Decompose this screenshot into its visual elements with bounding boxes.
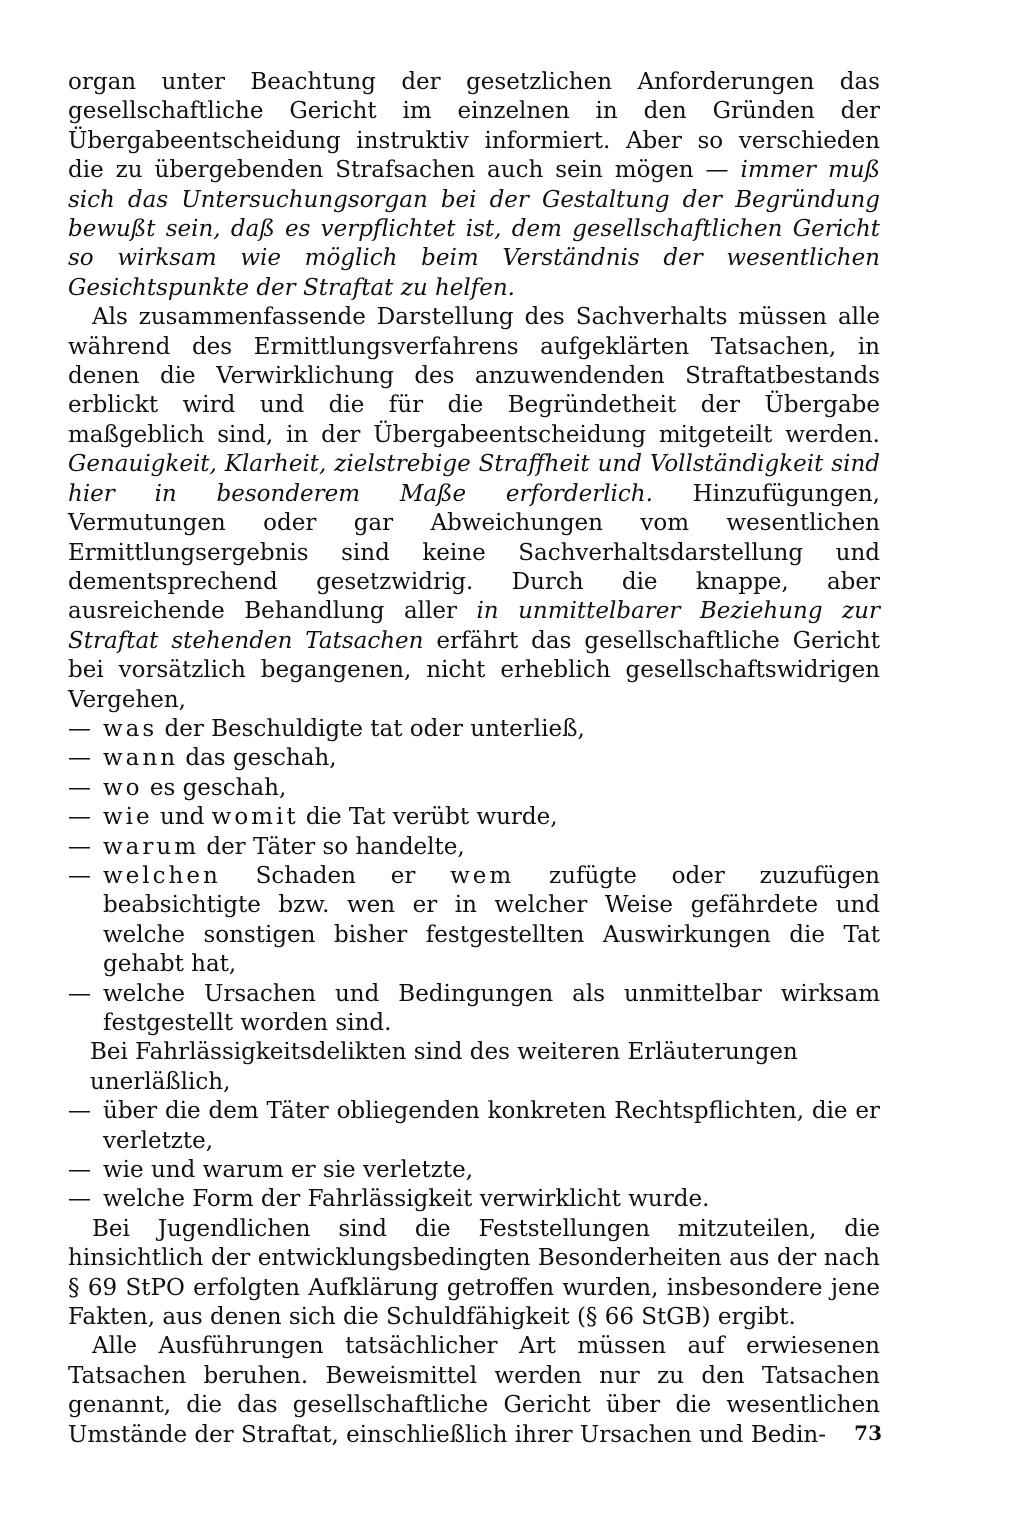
list-item-text: der Beschuldigte tat oder unterließ, xyxy=(157,715,585,742)
list-item xyxy=(68,1156,880,1185)
paragraph-text: Als zusammenfassende Darstellung des Sachverhalts müssen alle während des Ermittlungsverfahrens aufgeklärten Tatsachen, in denen die Verwirklichung des anzuwendenden Straftatbestands erblickt wird und die für die Begründetheit der Übergabe maßgeblich sind, in der Übergabeentscheidung mitgeteilt werden. xyxy=(68,304,880,448)
paragraph: Bei Fahrlässigkeitsdelikten sind des weiteren Erläuterungen unerläßlich, xyxy=(90,1039,798,1095)
list-item xyxy=(68,744,880,773)
list-item xyxy=(68,1185,880,1214)
dash-bullet: — xyxy=(68,1157,91,1184)
list-item-text: welche Form der Fahrlässigkeit verwirklicht wurde. xyxy=(103,1186,710,1213)
dash-list-negligence xyxy=(68,1097,880,1215)
spaced-keyword: wo xyxy=(103,774,143,801)
page-number: 73 xyxy=(854,1421,882,1445)
list-item xyxy=(68,862,880,980)
list-item-text: und xyxy=(152,804,212,831)
dash-bullet: — xyxy=(68,1186,91,1213)
dash-bullet: — xyxy=(68,980,91,1007)
list-item-text: die Tat verübt wurde, xyxy=(298,804,558,831)
dash-bullet: — xyxy=(68,833,91,860)
dash-bullet: — xyxy=(68,804,91,831)
paragraph xyxy=(68,68,880,303)
list-item-text: wie und warum er sie verletzte, xyxy=(103,1157,474,1184)
dash-bullet: — xyxy=(68,1098,91,1125)
spaced-keyword: womit xyxy=(211,804,299,831)
list-item-text: es geschah, xyxy=(142,774,287,801)
paragraph xyxy=(68,303,880,715)
dash-bullet: — xyxy=(68,745,91,772)
italic-emphasis: immer muß sich das Untersuchungsorgan bei der Gestaltung der Begründung bewußt sein, daß es verpflichtet ist, dem gesellschaftlichen Gericht so wirksam wie möglich beim Verständnis der wesentlichen Gesichtspunkte der Straftat zu helfen. xyxy=(68,157,880,301)
spaced-keyword: wann xyxy=(103,745,179,772)
spaced-keyword: was xyxy=(103,715,158,742)
italic-emphasis: Genauigkeit, Klarheit, zielstrebige Straffheit und Vollständigkeit sind hier in besonderem Maße erforderlich. xyxy=(68,451,880,507)
italic-emphasis: in unmittelbarer Beziehung zur Straftat stehenden Tatsachen xyxy=(68,598,880,654)
document-page xyxy=(68,68,880,1450)
spaced-keyword: warum xyxy=(103,833,200,860)
paragraph-text: Hinzufügungen, Vermutungen oder gar Abweichungen vom wesentlichen Ermittlungsergebnis sind keine Sachverhaltsdarstellung und dementsprechend gesetzwidrig. Durch die knappe, aber ausreichende Behandlung aller xyxy=(68,480,880,625)
list-item xyxy=(68,803,880,832)
paragraph: Alle Ausführungen tatsächlicher Art müssen auf erwiesenen Tatsachen beruhen. Beweismittel werden nur zu den Tatsachen genannt, die das gesellschaftliche Gericht über die wesentlichen Umstände der Straftat, einschließlich ihrer Ursachen und Bedin- xyxy=(68,1333,880,1448)
paragraph-text: erfährt das gesellschaftliche Gericht bei vorsätzlich begangenen, nicht erheblich gesellschaftswidrigen Vergehen, xyxy=(68,627,880,713)
list-item-text: der Täter so handelte, xyxy=(199,833,465,860)
dash-list-intentional-offenses xyxy=(68,715,880,1038)
dash-bullet: — xyxy=(68,715,91,742)
dash-bullet: — xyxy=(68,774,91,801)
list-item-text: das geschah, xyxy=(178,745,337,772)
spaced-keyword: wie xyxy=(103,804,153,831)
paragraph: Bei Jugendlichen sind die Feststellungen mitzuteilen, die hinsichtlich der entwicklungsbedingten Besonderheiten aus der nach § 69 StPO erfolgten Aufklärung getroffen wurden, insbesondere jene Fakten, aus denen sich die Schuldfähigkeit (§ 66 StGB) ergibt. xyxy=(68,1215,880,1331)
spaced-keyword: welchen xyxy=(103,862,221,889)
paragraph-text: organ unter Beachtung der gesetzlichen Anforderungen das gesellschaftliche Gericht im einzelnen in den Gründen der Übergabeentscheidung instruktiv informiert. Aber so verschieden die zu übergebenden Strafsachen auch sein mögen — xyxy=(68,69,880,184)
list-item xyxy=(68,774,880,803)
list-item xyxy=(68,833,880,862)
spaced-keyword: wem xyxy=(450,862,515,889)
list-item-text: zufügte oder zuzufügen beabsichtigte bzw. wen er in welcher Weise gefährdete und welche sonstigen bisher festgestellten Auswirkungen die Tat gehabt hat, xyxy=(103,862,880,978)
list-item-text: welche Ursachen und Bedingungen als unmittelbar wirksam festgestellt worden sind. xyxy=(103,980,880,1036)
list-item-text: Schaden er xyxy=(220,862,451,889)
list-item-text: über die dem Täter obliegenden konkreten Rechtspflichten, die er verletzte, xyxy=(103,1098,880,1154)
list-item xyxy=(68,980,880,1039)
dash-bullet: — xyxy=(68,862,91,889)
list-item xyxy=(68,715,880,744)
list-item xyxy=(68,1097,880,1156)
